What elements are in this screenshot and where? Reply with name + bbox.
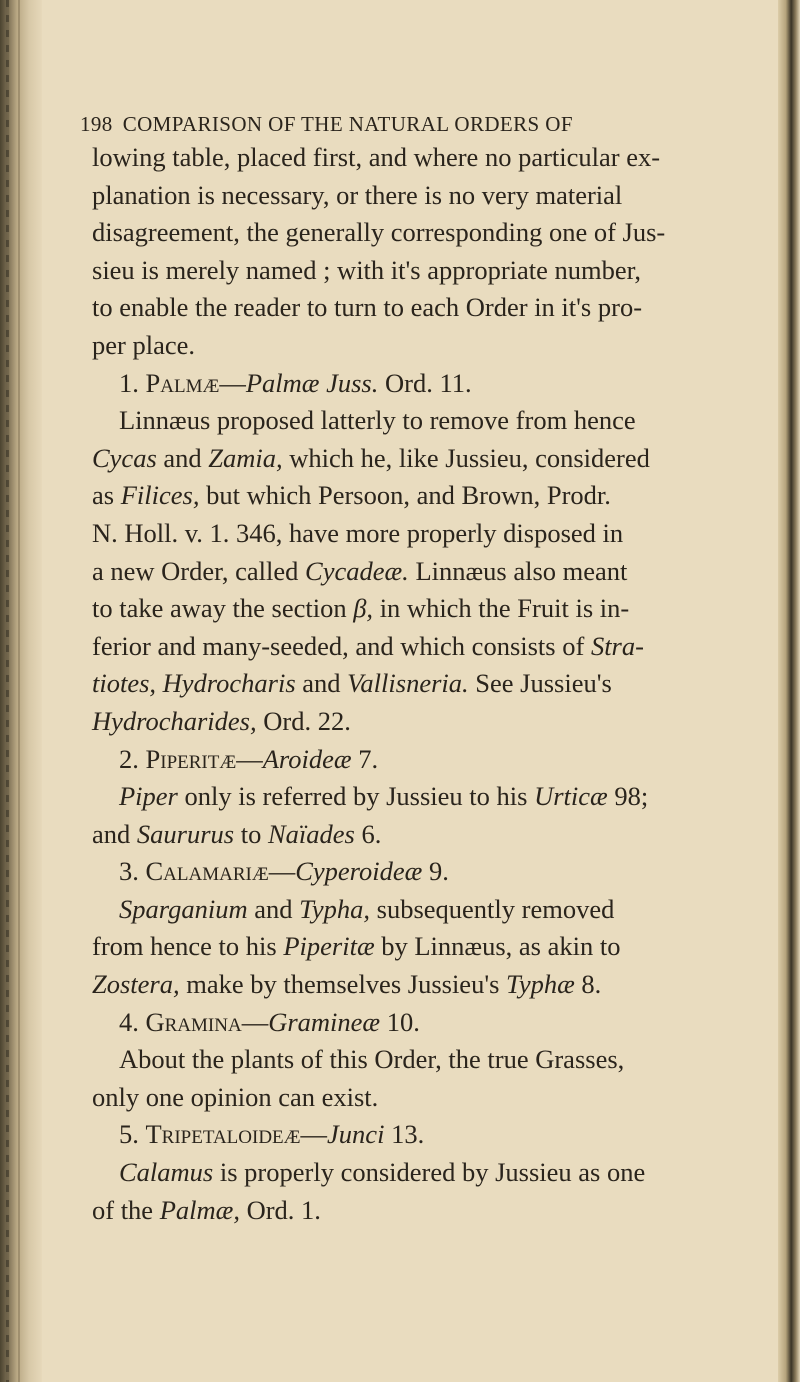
order-heading-3 xyxy=(92,853,784,891)
text-run: by Linnæus, as akin to xyxy=(374,931,621,962)
order-name: Tripetaloideæ xyxy=(145,1119,301,1150)
taxon-name: Piperitæ xyxy=(283,931,375,962)
order-number: 1. xyxy=(119,367,146,398)
text-line: About the plants of this Order, the true Grasses, xyxy=(119,1044,625,1075)
genus-name: Calamus xyxy=(119,1157,214,1188)
text-run: and xyxy=(92,818,137,849)
text-run: of the xyxy=(92,1194,160,1225)
page-number: 198 xyxy=(80,112,113,136)
genus-name: Sparganium xyxy=(119,893,248,924)
taxon-name: Hydrocharides, xyxy=(92,705,257,736)
genus-name: tiotes, Hydrocharis xyxy=(92,668,296,699)
taxon-name: Urticæ xyxy=(534,781,608,812)
book-spine-shadow xyxy=(0,0,42,1382)
text-run: and xyxy=(156,442,209,473)
order-heading-5 xyxy=(92,1116,784,1154)
text-run: ferior and many-seeded, and which consists of xyxy=(92,630,591,661)
jussieu-name: Palmæ Juss. xyxy=(245,367,379,398)
text-line xyxy=(92,816,784,854)
text-run: subsequently removed xyxy=(370,893,615,924)
text-run: See Jussieu's xyxy=(468,668,612,699)
text-run: a new Order, called xyxy=(92,555,306,586)
section-symbol: β, xyxy=(353,593,374,624)
jussieu-name: Junci xyxy=(327,1119,385,1150)
text-line xyxy=(92,477,784,515)
text-line: per place. xyxy=(92,329,195,360)
text-run: 8. xyxy=(574,969,602,1000)
body-text xyxy=(92,139,784,1229)
text-run: Ord. 22. xyxy=(256,705,351,736)
text-line: to enable the reader to turn to each Order in it's pro- xyxy=(92,292,643,323)
dash: — xyxy=(236,743,263,774)
taxon-name: Filices, xyxy=(120,480,200,511)
order-ref: 9. xyxy=(422,856,449,887)
running-title: COMPARISON OF THE NATURAL ORDERS OF xyxy=(122,112,573,136)
order-number: 2. xyxy=(119,743,146,774)
text-line xyxy=(92,703,784,741)
text-line xyxy=(92,778,784,816)
order-heading-4 xyxy=(92,1004,784,1042)
order-heading-1 xyxy=(92,365,784,403)
dash: — xyxy=(300,1119,328,1150)
text-run: to xyxy=(234,818,268,849)
order-name: Gramina xyxy=(145,1006,242,1037)
text-run: make by themselves Jussieu's xyxy=(179,969,507,1000)
text-line: Linnæus proposed latterly to remove from hence xyxy=(119,405,636,436)
genus-name: Stra- xyxy=(590,630,644,661)
order-ref: 10. xyxy=(380,1006,420,1037)
text-line xyxy=(92,628,784,666)
order-ref: Ord. 11. xyxy=(378,367,472,398)
jussieu-name: Aroideæ xyxy=(262,743,352,774)
running-header xyxy=(80,112,784,137)
text-line xyxy=(92,966,784,1004)
text-line xyxy=(92,665,784,703)
taxon-name: Naïades xyxy=(267,818,355,849)
text-line xyxy=(92,1192,784,1230)
text-run: Ord. 1. xyxy=(239,1194,321,1225)
text-line: N. Holl. v. 1. 346, have more properly disposed in xyxy=(92,517,624,548)
genus-name: Zamia, xyxy=(208,442,283,473)
order-number: 3. xyxy=(119,856,146,887)
order-name: Calamariæ xyxy=(145,856,269,887)
order-ref: 13. xyxy=(384,1119,425,1150)
dash: — xyxy=(219,367,246,398)
book-page xyxy=(80,112,784,1229)
text-line xyxy=(92,440,784,478)
jussieu-name: Cyperoideæ xyxy=(295,856,423,887)
text-run: 98; xyxy=(607,781,649,812)
dash: — xyxy=(268,856,296,887)
text-run: 6. xyxy=(354,818,382,849)
genus-name: Piper xyxy=(119,781,178,812)
taxon-name: Typhæ xyxy=(506,969,575,1000)
text-run: only is referred by Jussieu to his xyxy=(177,781,535,812)
order-number: 4. xyxy=(119,1006,146,1037)
genus-name: Zostera, xyxy=(92,969,180,1000)
text-line: lowing table, placed first, and where no particular ex- xyxy=(92,142,661,172)
genus-name: Saururus xyxy=(136,818,235,849)
jussieu-name: Gramineæ xyxy=(268,1006,381,1037)
text-run: is properly considered by Jussieu as one xyxy=(213,1157,646,1188)
text-run: Linnæus also meant xyxy=(408,555,628,586)
order-name: Palmæ xyxy=(145,367,220,398)
order-number: 5. xyxy=(119,1119,146,1150)
genus-name: Vallisneria. xyxy=(347,668,469,699)
text-run: and xyxy=(295,668,348,699)
text-run: to take away the section xyxy=(92,593,354,624)
text-line xyxy=(92,891,784,929)
text-line xyxy=(92,553,784,591)
text-line: disagreement, the generally corresponding one of Jus- xyxy=(92,217,666,248)
text-line xyxy=(92,928,784,966)
text-run: which he, like Jussieu, considered xyxy=(282,442,650,473)
genus-name: Typha, xyxy=(299,893,371,924)
text-line xyxy=(92,1154,784,1192)
text-line xyxy=(92,590,784,628)
text-run: but which Persoon, and Brown, Prodr. xyxy=(199,480,611,511)
order-ref: 7. xyxy=(351,743,379,774)
dash: — xyxy=(241,1006,269,1037)
text-line: only one opinion can exist. xyxy=(92,1081,379,1112)
text-run: as xyxy=(92,480,121,511)
taxon-name: Cycadeæ. xyxy=(305,555,409,586)
taxon-name: Palmæ, xyxy=(159,1194,240,1225)
order-name: Piperitæ xyxy=(145,743,237,774)
text-run: and xyxy=(247,893,300,924)
text-run: from hence to his xyxy=(92,931,284,962)
genus-name: Cycas xyxy=(92,442,157,473)
text-run: in which the Fruit is in- xyxy=(373,593,630,624)
text-line: sieu is merely named ; with it's appropriate number, xyxy=(92,254,642,285)
order-heading-2 xyxy=(92,741,784,779)
text-line: planation is necessary, or there is no very material xyxy=(92,179,623,210)
